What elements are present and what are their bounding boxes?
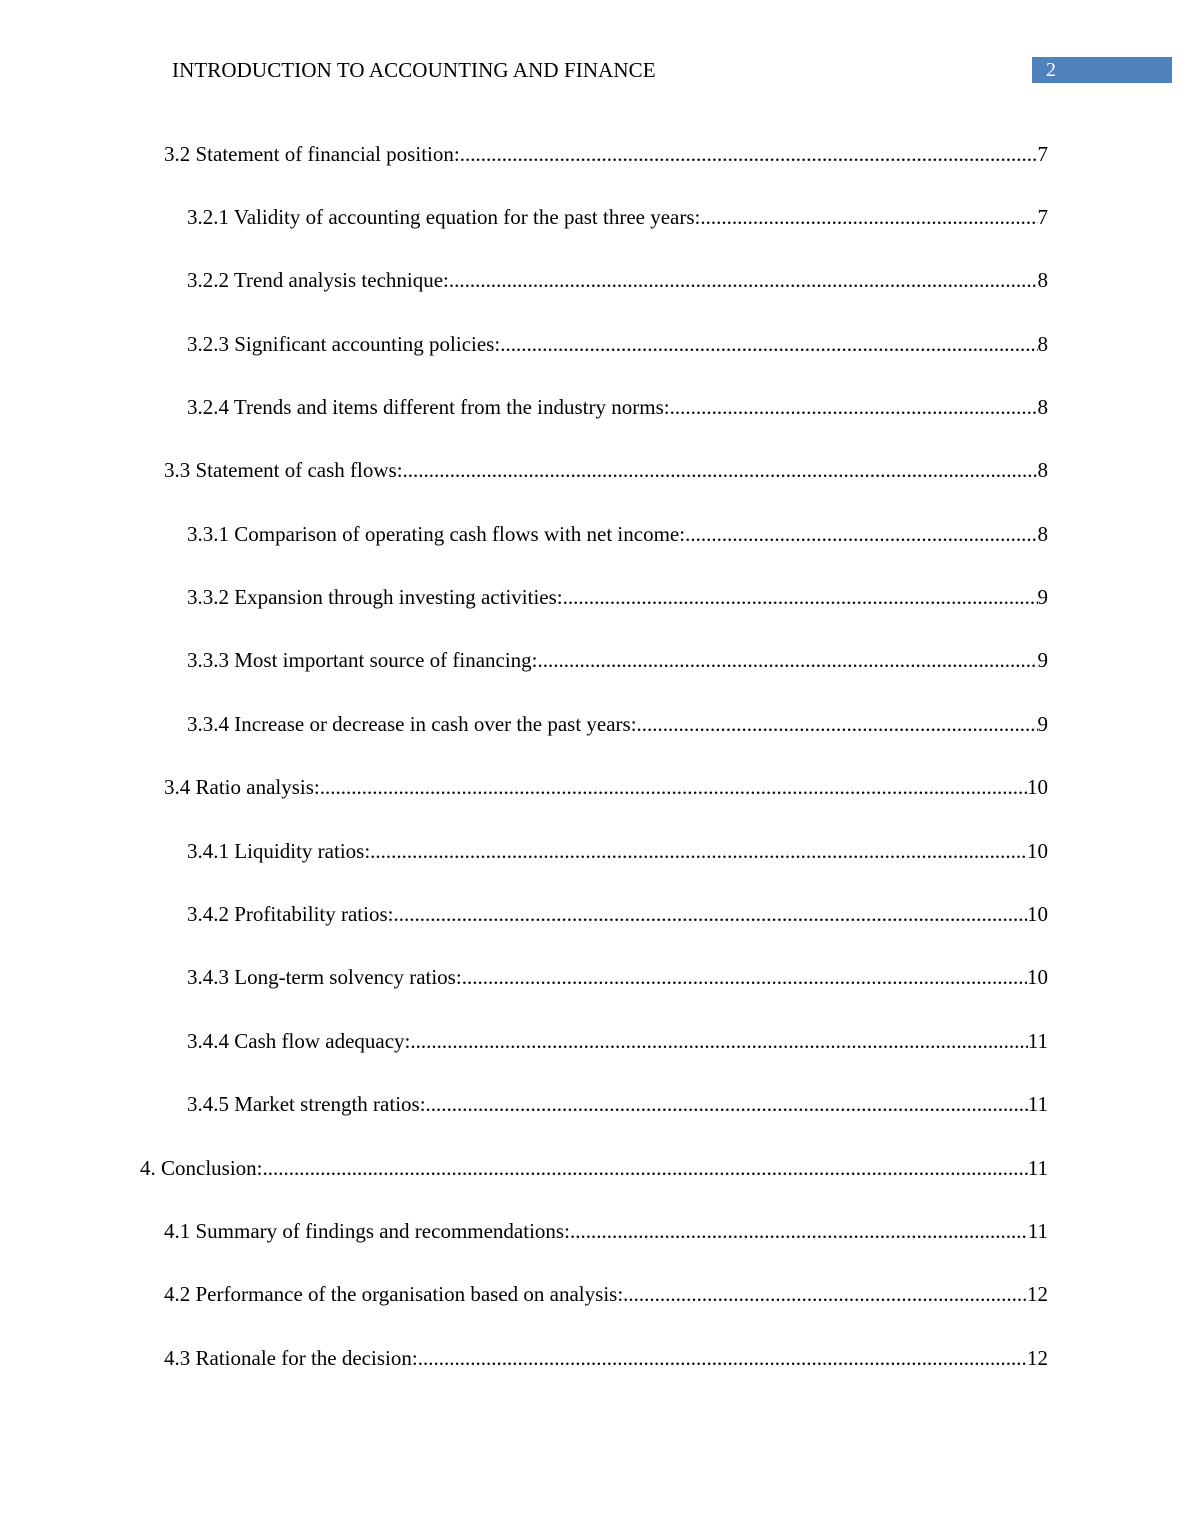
toc-entry-page: 8 [1037,268,1048,292]
toc-entry-label: 3.2.4 Trends and items different from the industry norms: [187,395,670,419]
toc-leader-dots [462,964,1027,990]
toc-entry[interactable] [187,964,1048,990]
toc-entry-page: 10 [1027,775,1048,799]
toc-entry[interactable] [187,901,1048,927]
toc-entry-page: 8 [1037,458,1048,482]
toc-entry[interactable] [187,204,1048,230]
toc-leader-dots [685,521,1037,547]
toc-entry-label: 3.4.4 Cash flow adequacy: [187,1029,411,1053]
toc-entry[interactable] [164,1218,1048,1244]
toc-entry[interactable] [164,1345,1048,1371]
toc-entry-label: 3.2.2 Trend analysis technique: [187,268,449,292]
toc-entry-page: 8 [1037,522,1048,546]
page-number-badge: 2 [1032,57,1172,83]
toc-entry-label: 4.1 Summary of findings and recommendations: [164,1219,570,1243]
toc-entry-label: 3.2.3 Significant accounting policies: [187,332,501,356]
toc-entry-page: 11 [1027,1156,1048,1180]
toc-entry[interactable] [187,584,1048,610]
toc-entry[interactable] [164,457,1048,483]
toc-entry-label: 4.2 Performance of the organisation based on analysis: [164,1282,624,1306]
toc-leader-dots [563,584,1038,610]
toc-leader-dots [263,1155,1028,1181]
toc-entry-label: 3.4.1 Liquidity ratios: [187,839,371,863]
toc-leader-dots [393,901,1027,927]
toc-leader-dots [449,267,1038,293]
toc-entry-page: 7 [1037,205,1048,229]
toc-entry[interactable] [187,267,1048,293]
toc-entry-label: 3.2.1 Validity of accounting equation for the past three years: [187,205,701,229]
toc-entry-page: 10 [1027,902,1048,926]
toc-entry-label: 3.3.1 Comparison of operating cash flows with net income: [187,522,686,546]
toc-entry-page: 10 [1027,965,1048,989]
toc-entry-page: 11 [1027,1029,1048,1053]
toc-entry[interactable] [164,774,1048,800]
toc-entry[interactable] [187,1091,1048,1117]
toc-leader-dots [426,1091,1028,1117]
toc-entry-label: 3.3 Statement of cash flows: [164,458,403,482]
toc-entry[interactable] [187,394,1048,420]
toc-entry[interactable] [187,838,1048,864]
running-header-title: INTRODUCTION TO ACCOUNTING AND FINANCE [172,58,656,82]
toc-entry-page: 12 [1027,1282,1048,1306]
toc-entry[interactable] [164,1281,1048,1307]
toc-leader-dots [320,774,1027,800]
toc-entry-label: 3.4.3 Long-term solvency ratios: [187,965,462,989]
toc-entry[interactable] [164,141,1048,167]
toc-entry-label: 3.4 Ratio analysis: [164,775,320,799]
toc-leader-dots [570,1218,1028,1244]
toc-leader-dots [538,647,1038,673]
toc-entry-label: 3.4.5 Market strength ratios: [187,1092,426,1116]
toc-leader-dots [370,838,1027,864]
toc-entry[interactable] [187,1028,1048,1054]
toc-entry[interactable] [187,521,1048,547]
toc-leader-dots [623,1281,1027,1307]
toc-entry-page: 8 [1037,395,1048,419]
toc-entry-page: 8 [1037,332,1048,356]
toc-entry-page: 9 [1037,585,1048,609]
toc-entry-label: 3.3.4 Increase or decrease in cash over the past years: [187,712,637,736]
toc-entry[interactable] [187,647,1048,673]
toc-entry-label: 3.3.2 Expansion through investing activities: [187,585,563,609]
toc-entry[interactable] [187,331,1048,357]
toc-entry-page: 11 [1027,1092,1048,1116]
toc-entry-page: 12 [1027,1346,1048,1370]
toc-entry-page: 10 [1027,839,1048,863]
toc-entry-page: 9 [1037,648,1048,672]
toc-entry-page: 9 [1037,712,1048,736]
toc-leader-dots [418,1345,1027,1371]
toc-leader-dots [460,141,1038,167]
toc-entry-label: 3.2 Statement of financial position: [164,142,460,166]
toc-entry-label: 3.3.3 Most important source of financing: [187,648,538,672]
toc-leader-dots [410,1028,1027,1054]
toc-leader-dots [670,394,1038,420]
toc-entry[interactable] [187,711,1048,737]
toc-entry-label: 4.3 Rationale for the decision: [164,1346,418,1370]
toc-leader-dots [700,204,1037,230]
toc-entry-label: 3.4.2 Profitability ratios: [187,902,394,926]
toc-entry-page: 7 [1037,142,1048,166]
toc-leader-dots [500,331,1037,357]
toc-leader-dots [403,457,1038,483]
toc-entry-label: 4. Conclusion: [140,1156,263,1180]
toc-entry-page: 11 [1027,1219,1048,1243]
toc-leader-dots [637,711,1038,737]
toc-entry[interactable] [140,1155,1048,1181]
